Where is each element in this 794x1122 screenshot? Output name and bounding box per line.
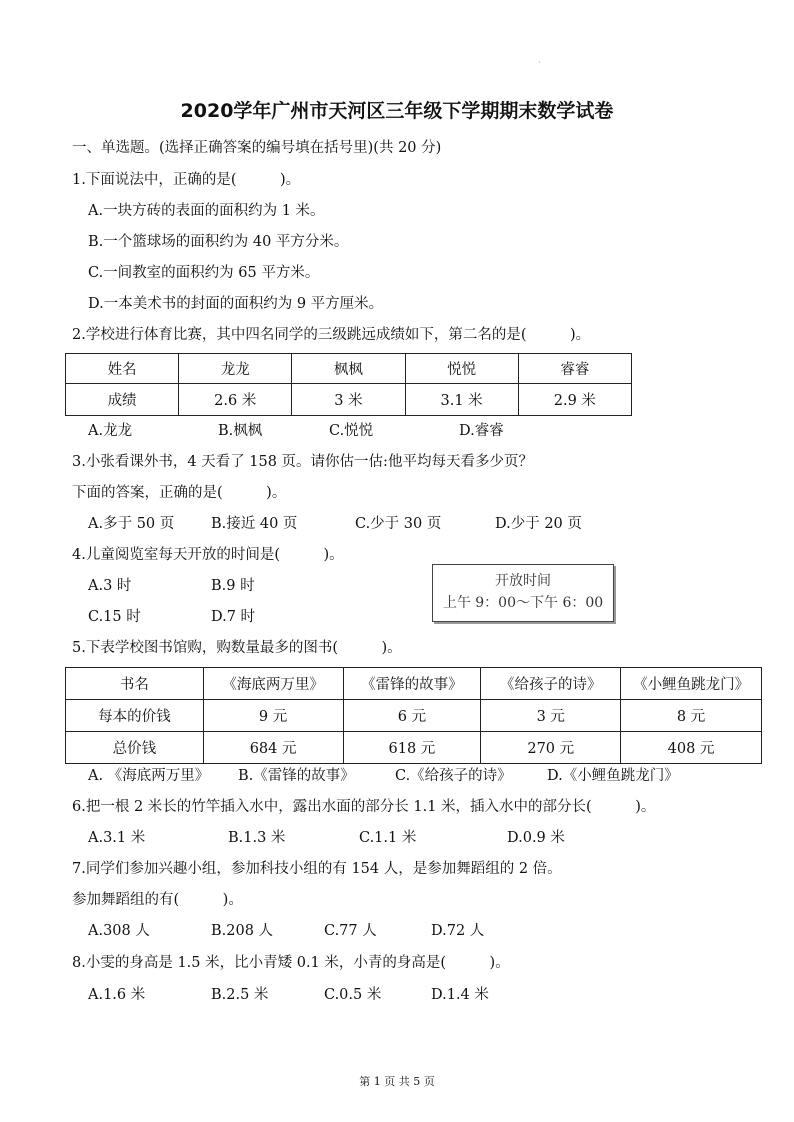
q7-option-b: B.208 人 (211, 923, 274, 939)
q5-option-d: D.《小鲤鱼跳龙门》 (547, 768, 679, 784)
q4-stem: 4.儿童阅览室每天开放的时间是( )。 (72, 547, 344, 563)
q3-option-c: C.少于 30 页 (355, 516, 442, 532)
q5-option-a: A. 《海底两万里》 (88, 768, 210, 784)
q5-option-b: B.《雷锋的故事》 (238, 768, 355, 784)
q2-stem: 2.学校进行体育比赛，其中四名同学的三级跳远成绩如下，第二名的是( )。 (72, 327, 591, 343)
q1-option-a: A.一块方砖的表面的面积约为 1 米。 (88, 203, 325, 219)
page-footer: 第 1 页 共 5 页 (359, 1075, 435, 1088)
q6-option-a: A.3.1 米 (88, 830, 146, 846)
table-cell: 龙龙 (179, 354, 292, 384)
table-cell: 2.9 米 (518, 384, 631, 416)
q1-option-d: D.一本美术书的封面的面积约为 9 平方厘米。 (88, 296, 384, 312)
q7-option-d: D.72 人 (431, 923, 485, 939)
sign-title: 开放时间 (495, 573, 551, 589)
q5-stem: 5.下表学校图书馆购，购数量最多的图书( )。 (72, 640, 402, 656)
table-cell: 8 元 (621, 700, 762, 732)
table-cell: 9 元 (203, 700, 343, 732)
q6-option-c: C.1.1 米 (359, 830, 417, 846)
table-cell: 《给孩子的诗》 (481, 668, 621, 700)
q5-book-table (65, 667, 762, 764)
table-cell: 每本的价钱 (66, 700, 204, 732)
table-cell: 6 元 (343, 700, 481, 732)
q6-stem: 6.把一根 2 米长的竹竿插入水中，露出水面的部分长 1.1 米，插入水中的部分长( )。 (72, 799, 656, 815)
table-cell: 《海底两万里》 (203, 668, 343, 700)
table-cell: 3 米 (292, 384, 405, 416)
table-cell: 3.1 米 (405, 384, 518, 416)
q8-stem: 8.小雯的身高是 1.5 米，比小青矮 0.1 米，小青的身高是( )。 (72, 955, 510, 971)
q4-option-c: C.15 时 (88, 609, 141, 625)
table-cell: 684 元 (203, 732, 343, 764)
q1-stem: 1.下面说法中，正确的是( )。 (72, 172, 301, 188)
q3-stem: 3.小张看课外书，4 天看了 158 页。请你估一估:他平均每天看多少页？ (72, 454, 533, 470)
table-cell: 618 元 (343, 732, 481, 764)
q8-option-b: B.2.5 米 (211, 987, 269, 1003)
page-title: 2020学年广州市天河区三年级下学期期末数学试卷 (180, 100, 614, 122)
table-cell: 总价钱 (66, 732, 204, 764)
q4-option-b: B.9 时 (211, 578, 255, 594)
q2-score-table (65, 353, 632, 416)
q7-stem-2: 参加舞蹈组的有( )。 (72, 892, 243, 908)
q3-option-b: B.接近 40 页 (211, 516, 298, 532)
q6-option-b: B.1.3 米 (228, 830, 286, 846)
q2-option-d: D.睿睿 (459, 423, 504, 439)
q3-option-d: D.少于 20 页 (495, 516, 582, 532)
table-cell: 睿睿 (518, 354, 631, 384)
q4-option-d: D.7 时 (211, 609, 256, 625)
table-cell: 270 元 (481, 732, 621, 764)
opening-hours-sign (432, 564, 614, 622)
q1-option-b: B.一个篮球场的面积约为 40 平方分米。 (88, 234, 349, 250)
table-cell: 408 元 (621, 732, 762, 764)
q2-option-b: B.枫枫 (218, 423, 263, 439)
q6-option-d: D.0.9 米 (507, 830, 565, 846)
q7-stem: 7.同学们参加兴趣小组，参加科技小组的有 154 人，是参加舞蹈组的 2 倍。 (72, 861, 562, 877)
table-cell: 3 元 (481, 700, 621, 732)
q2-option-a: A.龙龙 (88, 423, 133, 439)
q8-option-a: A.1.6 米 (88, 987, 146, 1003)
table-cell: 姓名 (66, 354, 179, 384)
table-cell: 书名 (66, 668, 204, 700)
q1-option-c: C.一间教室的面积约为 65 平方米。 (88, 265, 320, 281)
q2-option-c: C.悦悦 (329, 423, 374, 439)
q8-option-d: D.1.4 米 (431, 987, 489, 1003)
q5-option-c: C.《给孩子的诗》 (395, 768, 512, 784)
table-cell: 成绩 (66, 384, 179, 416)
q7-option-c: C.77 人 (324, 923, 377, 939)
table-cell: 悦悦 (405, 354, 518, 384)
q3-option-a: A.多于 50 页 (88, 516, 175, 532)
scan-dot: · (538, 58, 541, 67)
q3-stem-2: 下面的答案，正确的是( )。 (72, 485, 287, 501)
q7-option-a: A.308 人 (88, 923, 150, 939)
table-cell: 《小鲤鱼跳龙门》 (621, 668, 762, 700)
section-heading: 一、单选题。(选择正确答案的编号填在括号里)(共 20 分) (72, 140, 442, 156)
q4-option-a: A.3 时 (88, 578, 132, 594)
table-cell: 枫枫 (292, 354, 405, 384)
q8-option-c: C.0.5 米 (324, 987, 382, 1003)
sign-hours: 上午 9：00～下午 6：00 (442, 595, 604, 611)
table-cell: 2.6 米 (179, 384, 292, 416)
table-cell: 《雷锋的故事》 (343, 668, 481, 700)
